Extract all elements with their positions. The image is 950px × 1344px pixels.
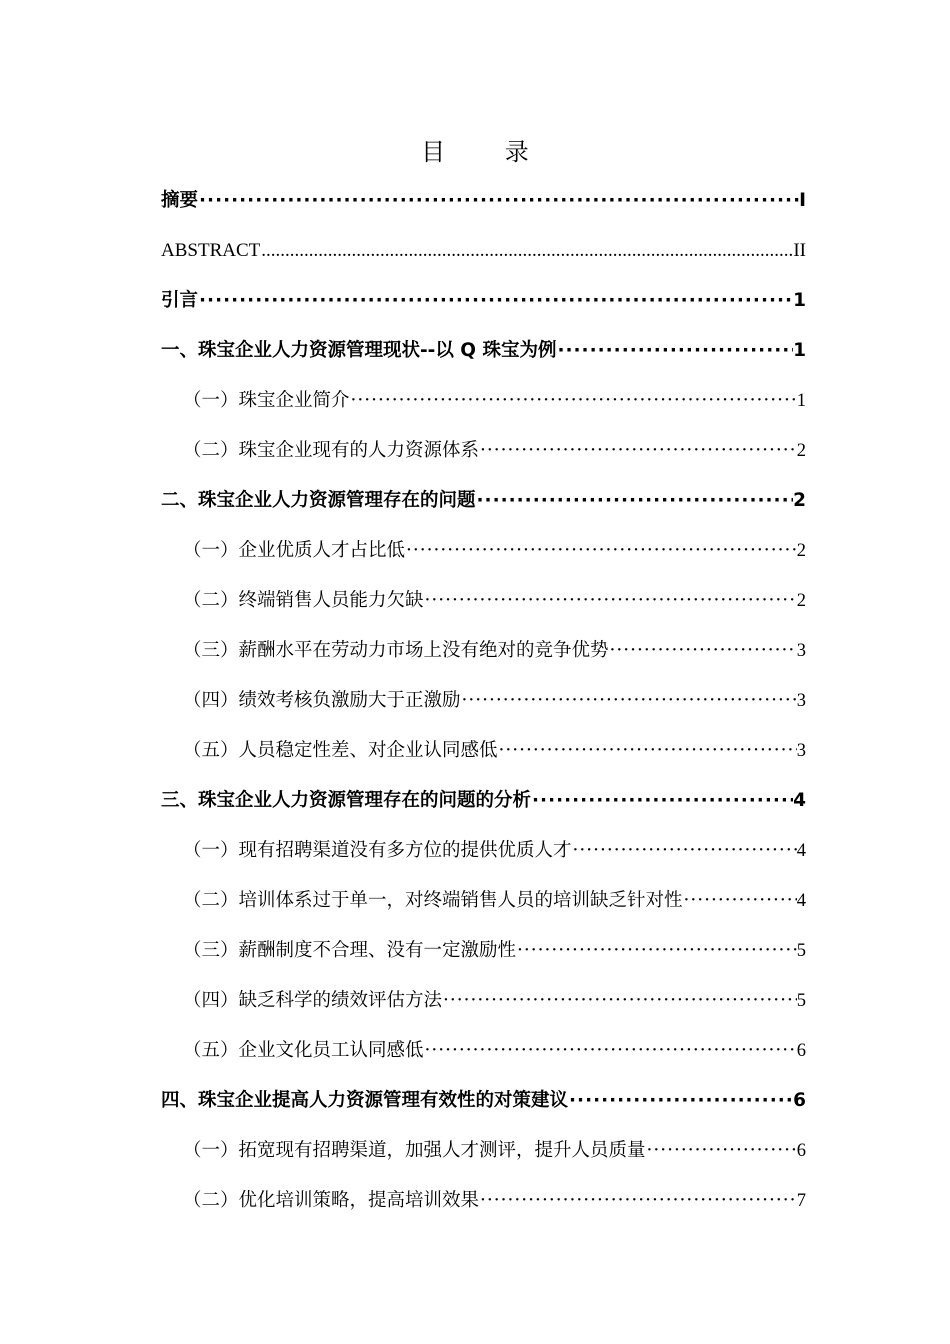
- toc-entry[interactable]: [161, 1030, 806, 1080]
- toc-entry-title: （五）人员稳定性差、对企业认同感低: [183, 740, 498, 761]
- toc-entry[interactable]: [161, 380, 806, 430]
- toc-page-number: I: [799, 190, 806, 211]
- toc-entry[interactable]: [161, 480, 806, 530]
- toc-dot-leader: [198, 280, 793, 322]
- toc-dot-leader: [479, 430, 797, 472]
- toc-page-number: 1: [796, 391, 806, 411]
- toc-entry-title: （三）薪酬制度不合理、没有一定激励性: [183, 940, 517, 961]
- page-title: 目 录: [421, 138, 555, 166]
- toc-page-number: 4: [796, 841, 806, 861]
- toc-page-number: 1: [793, 340, 806, 361]
- toc-dot-leader: [479, 1180, 797, 1222]
- toc-dot-leader: [198, 180, 799, 222]
- toc-entry[interactable]: [161, 680, 806, 730]
- toc-entry[interactable]: [161, 730, 806, 780]
- toc-dot-leader: [516, 930, 797, 972]
- toc-page-number: 3: [796, 741, 806, 761]
- toc-dot-leader: [350, 380, 797, 422]
- toc-dot-leader: [568, 1080, 793, 1122]
- toc-entry[interactable]: [161, 780, 806, 830]
- toc-dot-leader: [609, 630, 797, 672]
- toc-entry-title: （二）珠宝企业现有的人力资源体系: [183, 440, 480, 461]
- toc-entry[interactable]: [161, 930, 806, 980]
- toc-entry[interactable]: [161, 430, 806, 480]
- toc-entry-title: 四、珠宝企业提高人力资源管理有效性的对策建议: [161, 1090, 569, 1111]
- toc-dot-leader: [556, 330, 793, 372]
- toc-entry-title: 引言: [161, 290, 199, 311]
- toc-dot-leader: [461, 680, 797, 722]
- toc-entry-title: 一、珠宝企业人力资源管理现状--以 Q 珠宝为例: [161, 340, 557, 361]
- toc-dot-leader: [683, 880, 797, 922]
- toc-entry[interactable]: [161, 630, 806, 680]
- toc-page-number: 5: [796, 941, 806, 961]
- toc-entry-title: 三、珠宝企业人力资源管理存在的问题的分析: [161, 790, 532, 811]
- toc-entry-title: （四）绩效考核负激励大于正激励: [183, 690, 461, 711]
- toc-entry[interactable]: [161, 230, 806, 280]
- toc-entry[interactable]: [161, 180, 806, 230]
- toc-page-number: 4: [793, 790, 806, 811]
- toc-entry[interactable]: [161, 980, 806, 1030]
- toc-entry[interactable]: [161, 1180, 806, 1230]
- toc-dot-leader: [531, 780, 793, 822]
- toc-entry[interactable]: [161, 580, 806, 630]
- toc-entry-title: （四）缺乏科学的绩效评估方法: [183, 990, 443, 1011]
- toc-page-number: 6: [793, 1090, 806, 1111]
- toc-page-number: 3: [796, 691, 806, 711]
- toc-entry[interactable]: [161, 530, 806, 580]
- toc-dot-leader: [405, 530, 797, 572]
- toc-entry[interactable]: [161, 830, 806, 880]
- toc-entry-title: 摘要: [161, 190, 199, 211]
- toc-entry-title: （三）薪酬水平在劳动力市场上没有绝对的竞争优势: [183, 640, 609, 661]
- toc-page-number: 2: [793, 490, 806, 511]
- toc-entry-title: （一）珠宝企业简介: [183, 390, 350, 411]
- toc-entry-title: （一）拓宽现有招聘渠道，加强人才测评，提升人员质量: [183, 1140, 646, 1161]
- toc-dot-leader: [424, 580, 797, 622]
- toc-entry-title: （一）现有招聘渠道没有多方位的提供优质人才: [183, 840, 572, 861]
- toc-dot-leader: [424, 1030, 797, 1072]
- toc-entry-title: （五）企业文化员工认同感低: [183, 1040, 424, 1061]
- toc-page-number: II: [793, 240, 806, 261]
- toc-entry-title: （二）培训体系过于单一，对终端销售人员的培训缺乏针对性: [183, 890, 683, 911]
- toc-page-number: 5: [796, 991, 806, 1011]
- toc-dot-leader: [260, 230, 793, 272]
- toc-page-number: 1: [793, 290, 806, 311]
- toc-entry-title: （二）优化培训策略，提高培训效果: [183, 1190, 480, 1211]
- toc-entry[interactable]: [161, 330, 806, 380]
- toc-entry[interactable]: [161, 1130, 806, 1180]
- toc-entry-title: （二）终端销售人员能力欠缺: [183, 590, 424, 611]
- toc-page-number: 7: [796, 1191, 806, 1211]
- toc-page-number: 2: [796, 591, 806, 611]
- toc-entry[interactable]: [161, 1080, 806, 1130]
- toc-page-number: 6: [796, 1041, 806, 1061]
- toc-dot-leader: [646, 1130, 797, 1172]
- toc-page-number: 6: [796, 1141, 806, 1161]
- toc-entry-title: ABSTRACT: [161, 240, 261, 261]
- toc-entry-title: （一）企业优质人才占比低: [183, 540, 406, 561]
- table-of-contents: [161, 180, 806, 1230]
- toc-entry[interactable]: [161, 880, 806, 930]
- toc-dot-leader: [572, 830, 797, 872]
- toc-dot-leader: [476, 480, 794, 522]
- toc-dot-leader: [498, 730, 797, 772]
- toc-entry[interactable]: [161, 280, 806, 330]
- toc-page-number: 2: [796, 541, 806, 561]
- toc-page-number: 4: [796, 891, 806, 911]
- toc-dot-leader: [442, 980, 797, 1022]
- toc-page-number: 3: [796, 641, 806, 661]
- toc-entry-title: 二、珠宝企业人力资源管理存在的问题: [161, 490, 476, 511]
- toc-page-number: 2: [796, 441, 806, 461]
